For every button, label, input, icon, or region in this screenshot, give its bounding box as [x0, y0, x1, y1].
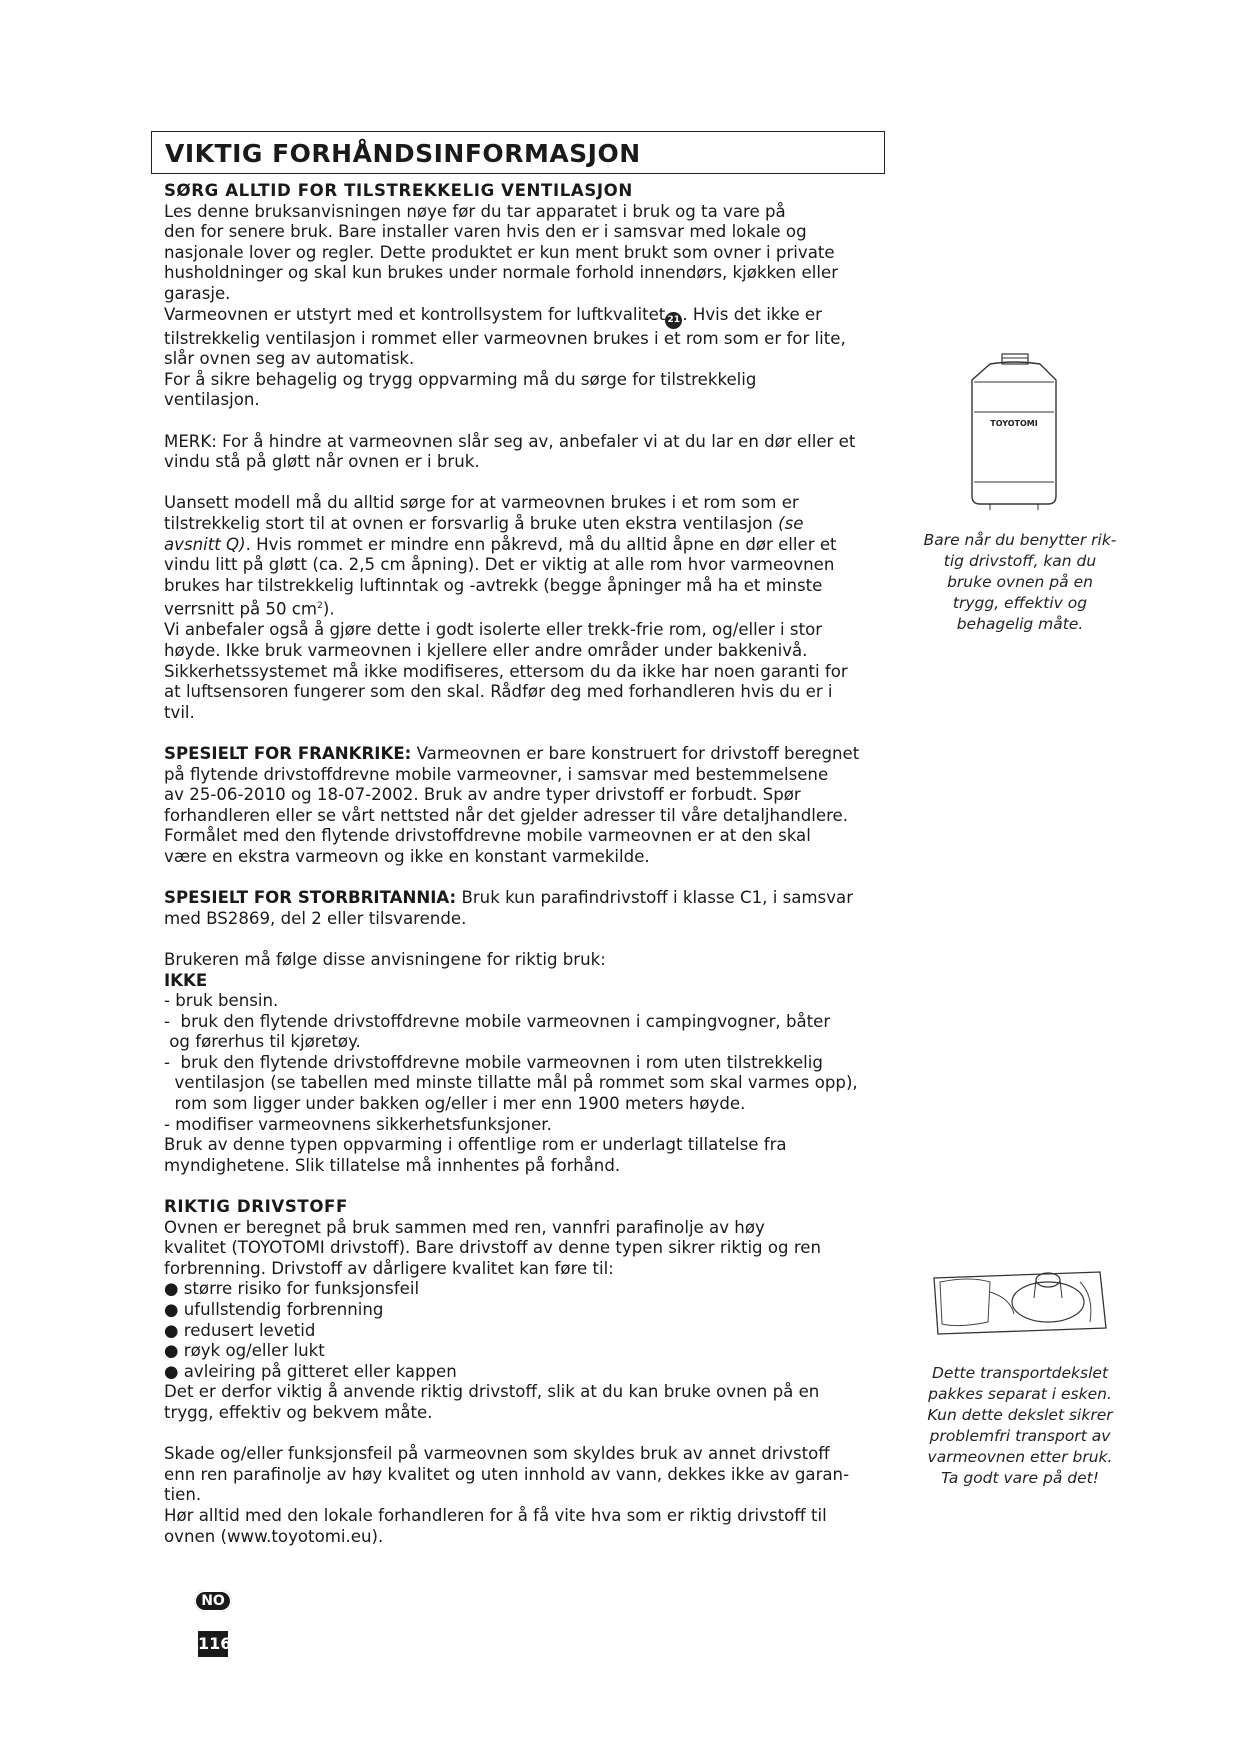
- paragraph-line: For å sikre behagelig og trygg oppvarming må du sørge for tilstrekkelig: [164, 369, 757, 389]
- paragraph-line: trygg, effektiv og bekvem måte.: [164, 1402, 433, 1422]
- paragraph-line: Bruk av denne typen oppvarming i offentlige rom er underlagt tillatelse fra: [164, 1135, 787, 1155]
- caption-line: Bare når du benytter rik-: [923, 531, 1117, 549]
- caption-transport-cover: [920, 1363, 1120, 1489]
- paragraph-line: tien.: [164, 1485, 202, 1505]
- transport-cover-illustration: [930, 1262, 1110, 1342]
- ikke-heading: IKKE: [164, 970, 208, 990]
- text-span: ).: [322, 599, 335, 619]
- text-span: . Hvis det ikke er: [682, 304, 822, 324]
- bullet-item: [164, 1362, 894, 1383]
- bullet-icon: ●: [164, 1300, 184, 1319]
- merk-line: vindu stå på gløtt når ovnen er i bruk.: [164, 452, 480, 472]
- fuel-canister-illustration: [960, 352, 1070, 512]
- paragraph-line: Sikkerhetssystemet må ikke modifiseres, ettersom du da ikke har noen garanti for: [164, 661, 848, 681]
- reference-marker-21: 21: [665, 312, 682, 329]
- caption-line: bruke ovnen på en: [947, 573, 1093, 591]
- caption-line: varmeovnen etter bruk.: [927, 1448, 1113, 1466]
- bullet-item: [164, 1300, 894, 1321]
- caption-line: Kun dette dekslet sikrer: [927, 1406, 1113, 1424]
- caption-line: Dette transportdekslet: [931, 1364, 1109, 1382]
- text-span: . Hvis rommet er mindre enn påkrevd, må du alltid åpne en dør eller et: [245, 534, 837, 554]
- bullet-text: ufullstendig forbrenning: [183, 1300, 384, 1319]
- bullet-icon: ●: [164, 1361, 184, 1381]
- paragraph-line: enn ren parafinolje av høy kvalitet og uten innhold av vann, dekkes ikke av garan-: [164, 1464, 850, 1484]
- paragraph-line: Det er derfor viktig å anvende riktig drivstoff, slik at du kan bruke ovnen på en: [164, 1382, 820, 1402]
- bullet-icon: ●: [164, 1279, 184, 1299]
- bullet-item: [164, 1279, 894, 1300]
- paragraph-line: Brukeren må følge disse anvisningene for riktig bruk:: [164, 949, 606, 969]
- paragraph-line: ventilasjon.: [164, 390, 260, 410]
- section-heading-ventilasjon: SØRG ALLTID FOR TILSTREKKELIG VENTILASJON: [164, 181, 633, 200]
- paragraph-line: forhandleren eller se vårt nettsted når det gjelder adresser til våre detaljhandlere.: [164, 805, 849, 825]
- text-span: Varmeovnen er utstyrt med et kontrollsystem for luftkvalitet: [164, 304, 666, 324]
- list-item: - bruk bensin.: [164, 991, 279, 1011]
- paragraph-line: slår ovnen seg av automatisk.: [164, 349, 415, 369]
- paragraph-line: være en ekstra varmeovn og ikke en konstant varmekilde.: [164, 846, 650, 866]
- paragraph-line: at luftsensoren fungerer som den skal. Rådfør deg med forhandleren hvis du er i: [164, 682, 833, 702]
- canister-brand-label: TOYOTOMI: [990, 419, 1038, 428]
- paragraph-line: av 25-06-2010 og 18-07-2002. Bruk av andre typer drivstoff er forbudt. Spør: [164, 785, 801, 805]
- frankrike-label: SPESIELT FOR FRANKRIKE:: [164, 743, 412, 763]
- bullet-icon: ●: [164, 1341, 184, 1361]
- paragraph-line: Uansett modell må du alltid sørge for at varmeovnen brukes i et rom som er: [164, 493, 799, 513]
- list-item: - bruk den flytende drivstoffdrevne mobile varmeovnen i campingvogner, båter: [164, 1011, 831, 1031]
- superscript: 2: [317, 601, 323, 612]
- paragraph-line: [164, 514, 894, 535]
- paragraph-line: husholdninger og skal kun brukes under normale forhold innendørs, kjøkken eller: [164, 263, 839, 283]
- paragraph-line: på flytende drivstoffdrevne mobile varmeovner, i samsvar med bestemmelsene: [164, 764, 829, 784]
- paragraph-line: garasje.: [164, 283, 231, 303]
- paragraph-line: [164, 535, 894, 556]
- text-span: Bruk kun parafindrivstoff i klasse C1, i samsvar: [456, 888, 854, 908]
- text-span: verrsnitt på 50 cm: [164, 599, 318, 619]
- list-item: ventilasjon (se tabellen med minste tillatte mål på rommet som skal varmes opp),: [164, 1073, 858, 1093]
- paragraph-line: Hør alltid med den lokale forhandleren for å få vite hva som er riktig drivstoff til: [164, 1505, 827, 1525]
- paragraph-line: brukes har tilstrekkelig luftinntak og -avtrekk (begge åpninger må ha et minste: [164, 575, 823, 595]
- paragraph-line: [164, 305, 894, 329]
- bullet-text: redusert levetid: [183, 1320, 316, 1340]
- page-title: VIKTIG FORHÅNDSINFORMASJON: [165, 139, 641, 168]
- text-span: tilstrekkelig stort til at ovnen er forsvarlig å bruke uten ekstra ventilasjon: [164, 513, 779, 533]
- bullet-item: [164, 1341, 894, 1362]
- list-item: - bruk den flytende drivstoffdrevne mobile varmeovnen i rom uten tilstrekkelig: [164, 1052, 823, 1072]
- paragraph-line: myndighetene. Slik tillatelse må innhentes på forhånd.: [164, 1155, 621, 1175]
- bullet-icon: ●: [164, 1320, 184, 1340]
- page-number: 116: [198, 1631, 228, 1657]
- title-box: [151, 131, 885, 174]
- paragraph-line: [164, 596, 894, 620]
- caption-line: problemfri transport av: [929, 1427, 1111, 1445]
- paragraph-line: [164, 744, 894, 765]
- caption-line: tig drivstoff, kan du: [943, 552, 1097, 570]
- paragraph-line: høyde. Ikke bruk varmeovnen i kjellere eller andre områder under bakkenivå.: [164, 641, 808, 660]
- caption-fuel: [910, 530, 1130, 635]
- paragraph-line: [164, 888, 894, 909]
- list-item: rom som ligger under bakken og/eller i mer enn 1900 meters høyde.: [164, 1094, 746, 1114]
- bullet-text: større risiko for funksjonsfeil: [183, 1279, 420, 1299]
- section-heading-drivstoff: RIKTIG DRIVSTOFF: [164, 1197, 348, 1217]
- paragraph-line: nasjonale lover og regler. Dette produktet er kun ment brukt som ovner i private: [164, 242, 835, 262]
- bullet-text: røyk og/eller lukt: [183, 1341, 325, 1361]
- bullet-text: avleiring på gitteret eller kappen: [183, 1361, 457, 1381]
- paragraph-line: den for senere bruk. Bare installer varen hvis den er i samsvar med lokale og: [164, 222, 807, 242]
- paragraph-line: forbrenning. Drivstoff av dårligere kvalitet kan føre til:: [164, 1258, 614, 1278]
- italic-ref: (se: [778, 513, 804, 533]
- list-item: - modifiser varmeovnens sikkerhetsfunksjoner.: [164, 1114, 552, 1134]
- list-item: og førerhus til kjøretøy.: [164, 1032, 361, 1052]
- paragraph-line: tilstrekkelig ventilasjon i rommet eller varmeovnen brukes i et rom som er for lite,: [164, 328, 846, 348]
- paragraph-line: med BS2869, del 2 eller tilsvarende.: [164, 908, 467, 928]
- paragraph-line: Skade og/eller funksjonsfeil på varmeovnen som skyldes bruk av annet drivstoff: [164, 1444, 830, 1464]
- merk-line: MERK: For å hindre at varmeovnen slår seg av, anbefaler vi at du lar en dør eller et: [164, 431, 856, 451]
- caption-line: trygg, effektiv og: [952, 594, 1088, 612]
- language-badge: NO: [194, 1590, 232, 1612]
- caption-line: pakkes separat i esken.: [928, 1385, 1112, 1403]
- paragraph-line: Ovnen er beregnet på bruk sammen med ren, vannfri parafinolje av høy: [164, 1217, 765, 1237]
- main-text: [164, 181, 894, 1547]
- paragraph-line: Formålet med den flytende drivstoffdrevne mobile varmeovnen er at den skal: [164, 826, 811, 846]
- italic-ref: avsnitt Q): [164, 534, 246, 554]
- paragraph-line: Vi anbefaler også å gjøre dette i godt isolerte eller trekk-frie rom, og/eller i stor: [164, 620, 823, 640]
- paragraph-line: kvalitet (TOYOTOMI drivstoff). Bare drivstoff av denne typen sikrer riktig og ren: [164, 1238, 822, 1258]
- text-span: Varmeovnen er bare konstruert for drivstoff beregnet: [411, 743, 860, 763]
- paragraph-line: Les denne bruksanvisningen nøye før du tar apparatet i bruk og ta vare på: [164, 201, 786, 221]
- storbritannia-label: SPESIELT FOR STORBRITANNIA:: [164, 888, 457, 908]
- caption-line: Ta godt vare på det!: [941, 1469, 1099, 1487]
- paragraph-line: vindu litt på gløtt (ca. 2,5 cm åpning). Det er viktig at alle rom hvor varmeovnen: [164, 555, 835, 575]
- paragraph-line: ovnen (www.toyotomi.eu).: [164, 1526, 384, 1546]
- caption-line: behagelig måte.: [956, 615, 1084, 633]
- bullet-item: [164, 1321, 894, 1342]
- paragraph-line: tvil.: [164, 702, 195, 722]
